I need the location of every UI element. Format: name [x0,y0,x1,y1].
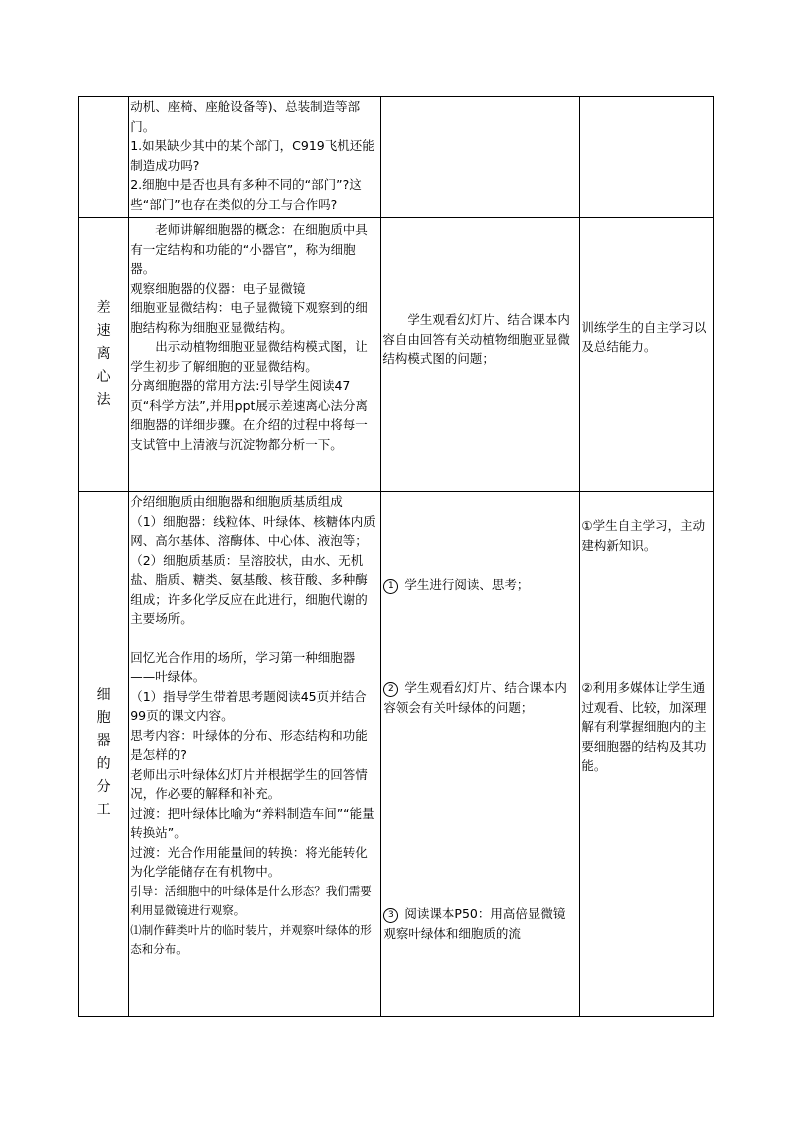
row3-student-item-text: 阅读课本P50：用高倍显微镜观察叶绿体和细胞质的流 [383,906,566,941]
row3-content-line: 过渡：光合作用能量间的转换：将光能转化为化学能储存在有机物中。 [130,844,368,879]
row3-student-item [383,678,577,717]
table-row-differential-centrifugation [79,218,714,492]
row1-student-cell [381,97,580,218]
row3-content-line: 老师出示叶绿体幻灯片并根据学生的回答情况，作必要的解释和补充。 [130,766,368,801]
row3-label-char: 胞 [96,710,111,726]
row3-label-char: 的 [96,756,111,772]
row2-label-char: 离 [96,346,111,362]
row2-content-line: 出示动植物细胞亚显微结构模式图，让学生初步了解细胞的亚显微结构。 [130,339,368,374]
row3-student-item-text: 学生进行阅读、思考； [404,577,530,592]
row3-content-line: 思考内容：叶绿体的分布、形态结构和功能是怎样的? [130,727,368,762]
row3-content-line: 介绍细胞质由细胞器和细胞质基质组成 [130,494,343,509]
row3-content-line: 引导：活细胞中的叶绿体是什么形态？我们需要利用显微镜进行观察。 [130,883,372,917]
number-circle-icon: 2 [383,682,398,697]
number-circle-icon: 3 [383,908,398,923]
row1-content-line: 1.如果缺少其中的某个部门，C919飞机还能制造成功吗? [130,138,375,173]
row3-intent-item: ②利用多媒体让学生通过观看、比较，加深理解有利掌握细胞内的主要细胞器的结构及其功能。 [581,680,707,773]
row3-content-line: 过渡：把叶绿体比喻为“养料制造车间”“能量转换站”。 [130,805,375,840]
row3-label-char: 细 [96,687,111,703]
row2-content-line: 分离细胞器的常用方法:引导学生阅读47页“科学方法”,并用ppt展示差速离心法分离细胞器的详细步骤。在介绍的过程中将每一支试管中上清液与沉淀物都分析一下。 [130,378,368,452]
number-circle-icon: 1 [383,579,398,594]
row2-student-cell [381,218,580,492]
lesson-plan-table [78,96,714,1017]
row1-label-cell [79,97,129,218]
row3-content-line: （1）细胞器：线粒体、叶绿体、核糖体内质网、高尔基体、溶酶体、中心体、液泡等； [130,513,376,548]
row2-label-char: 差 [96,300,111,316]
row3-content-line: （1）指导学生带着思考题阅读45页并结合99页的课文内容。 [130,688,367,723]
row1-content-cell [129,97,381,218]
row2-content-line: 观察细胞器的仪器：电子显微镜 [130,280,306,296]
row2-label-char: 心 [96,369,111,385]
row3-content-line: ⑴制作藓类叶片的临时装片，并观察叶绿体的形态和分布。 [130,922,372,956]
spacer [130,629,378,648]
table-row-organelle-division [79,492,714,1017]
row2-label-char: 速 [96,323,111,339]
row3-label-char: 工 [96,802,111,818]
row1-content-line: 动机、座椅、座舱设备等)、总装制造等部门。 [130,99,361,134]
row3-student-item-text: 学生观看幻灯片、结合课本内容领会有关叶绿体的问题； [383,680,567,715]
row1-intent-cell [580,97,714,218]
row2-label-cell [79,218,129,492]
row3-intent-cell [580,492,714,1017]
row2-intent-text: 训练学生的自主学习以及总结能力。 [581,319,707,354]
row2-content-line: 细胞亚显微结构：电子显微镜下观察到的细胞结构称为细胞亚显微结构。 [130,300,368,335]
row3-intent-item: ①学生自主学习，主动建构新知识。 [581,518,706,553]
row3-student-cell [381,492,580,1017]
row3-student-item [383,575,577,595]
row2-content-line: 老师讲解细胞器的概念：在细胞质中具有一定结构和功能的“小器官”，称为细胞器。 [130,222,368,276]
row2-student-text: 学生观看幻灯片、结合课本内容自由回答有关动植物细胞亚显微结构模式图的问题； [382,312,570,367]
row1-content-line: 2.细胞中是否也具有多种不同的“部门”?这些“部门”也存在类似的分工与合作吗? [130,177,362,212]
row3-label-char: 分 [96,779,111,795]
table-row-intro [79,97,714,218]
row2-intent-cell [580,218,714,492]
row3-label-cell [79,492,129,1017]
row3-content-cell [129,492,381,1017]
row3-content-line: （2）细胞质基质：呈溶胶状，由水、无机盐、脂质、糖类、氨基酸、核苷酸、多种酶组成；许多化学反应在此进行，细胞代谢的主要场所。 [130,552,368,626]
row2-label-char: 法 [96,392,111,408]
row3-label-char: 器 [96,733,111,749]
row2-content-cell [129,218,381,492]
row3-student-item [383,904,577,943]
row3-content-line: 回忆光合作用的场所，学习第一种细胞器——叶绿体。 [130,649,356,684]
